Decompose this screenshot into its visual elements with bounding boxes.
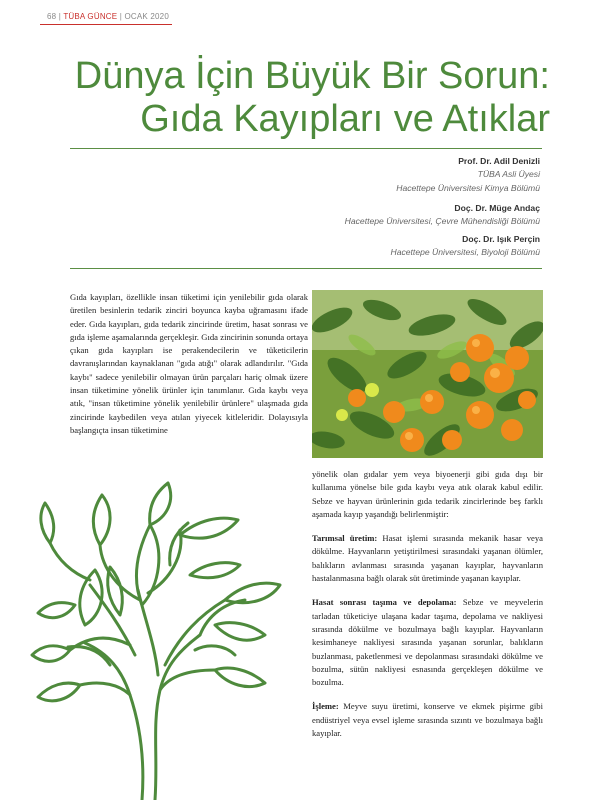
top-rule (70, 148, 542, 149)
section-paragraph (312, 596, 543, 689)
section-paragraph (312, 532, 543, 585)
author-affiliation: Hacettepe Üniversitesi, Çevre Mühendisliği Bölümü (344, 216, 540, 226)
tree-illustration (30, 475, 290, 800)
body-text-right (312, 468, 543, 751)
header-rule (40, 24, 172, 25)
author-list (210, 156, 540, 265)
page-header (47, 12, 169, 21)
section-heading: Tarımsal üretim: (312, 533, 378, 544)
section-text: Sebze ve meyvelerin tarladan tüketiciye ulaşana kadar taşıma, depolama ve nakliyesi sırasında dökülme ve bozulmaya bağlı kayıplar. Hayvanların kesimhaneye nakliyesi sırasında yaşanan sorunlar, balıkların buzlanması, paketlenmesi ve depolanması sırasındaki dökülme ve bozulma, sütün nakliyesi esnasında gerçekleşen dökülme ve bozulma. (312, 597, 543, 688)
author-name: Doç. Dr. Müge Andaç (454, 203, 540, 213)
section-heading: Hasat sonrası taşıma ve depolama: (312, 597, 457, 608)
issue-date: OCAK 2020 (124, 12, 169, 21)
bottom-rule (70, 268, 542, 269)
section-text: Hasat işlemi sırasında mekanik hasar veya dökülme. Hayvanların yetiştirilmesi sırasındaki yaşanan ölümler, balıkların avlanması sırasında yaşanan kayıplar, hayvanların hastalanmasına bağlı olarak süt üretiminde yaşanan kayıplar. (312, 533, 543, 584)
author-entry (210, 156, 540, 195)
author-affiliation: Hacettepe Üniversitesi Kimya Bölümü (396, 183, 540, 193)
continuation-paragraph: yönelik olan gıdalar yem veya biyoenerji gibi gıda dışı bir kullanıma yönelse bile gıda kaybı veya atık olarak kabul edilir. Sebze ve hayvan ürünlerinin gıda tedarik zincirlerinde beş farklı aşamada kayıp yaşandığı belirlenmiştir: (312, 469, 543, 519)
intro-paragraph: Gıda kayıpları, özellikle insan tüketimi için yenilebilir gıda olarak üretilen besinlerin tedarik zinciri boyunca kayba uğramasını ifade eder. Gıda kayıpları, gıda tedarik zincirinde üretim, hasat sonrası ve gıda işleme aşamalarında gerçekleşir. Gıda zincirinin sonunda ortaya çıkan gıda kayıpları ise perakendecilerin ve tüketicilerin davranışlarından kaynaklanan "gıda atığı" olarak adlandırılır. "Gıda kaybı" sadece yenilebilir olmayan ürün parçaları hariç olmak üzere insan tüketimine yönelik ürünler için tanımlanır. Gıda kaybı veya atık, "insan tüketimine yönelik yenilebilir ürünlere" ulaşmada gıda zincirinde kaybedilen veya atılan yiyecek kitleleridir. Dolayısıyla başlangıçta insan tüketimine (70, 292, 308, 435)
author-affiliation: Hacettepe Üniversitesi, Biyoloji Bölümü (390, 247, 540, 257)
author-affiliation: TÜBA Asli Üyesi (477, 169, 540, 179)
title-line-2: Gıda Kayıpları ve Atıklar (140, 98, 550, 140)
orange-tree-photo (312, 290, 543, 458)
publication-name: TÜBA GÜNCE (63, 12, 118, 21)
author-entry (210, 203, 540, 228)
section-heading: İşleme: (312, 701, 339, 712)
page-number: 68 (47, 12, 57, 21)
section-paragraph (312, 700, 543, 740)
author-name: Doç. Dr. Işık Perçin (462, 234, 540, 244)
header-separator: | (119, 12, 123, 21)
article-title (60, 55, 550, 141)
header-separator: | (58, 12, 62, 21)
author-name: Prof. Dr. Adil Denizli (458, 156, 540, 166)
author-entry (210, 234, 540, 259)
title-line-1: Dünya İçin Büyük Bir Sorun: (74, 55, 550, 97)
section-text: Meyve suyu üretimi, konserve ve ekmek pişirme gibi endüstriyel veya evsel işleme sırasında sızıntı ve bozulmaya bağlı kayıplar. (312, 701, 543, 739)
